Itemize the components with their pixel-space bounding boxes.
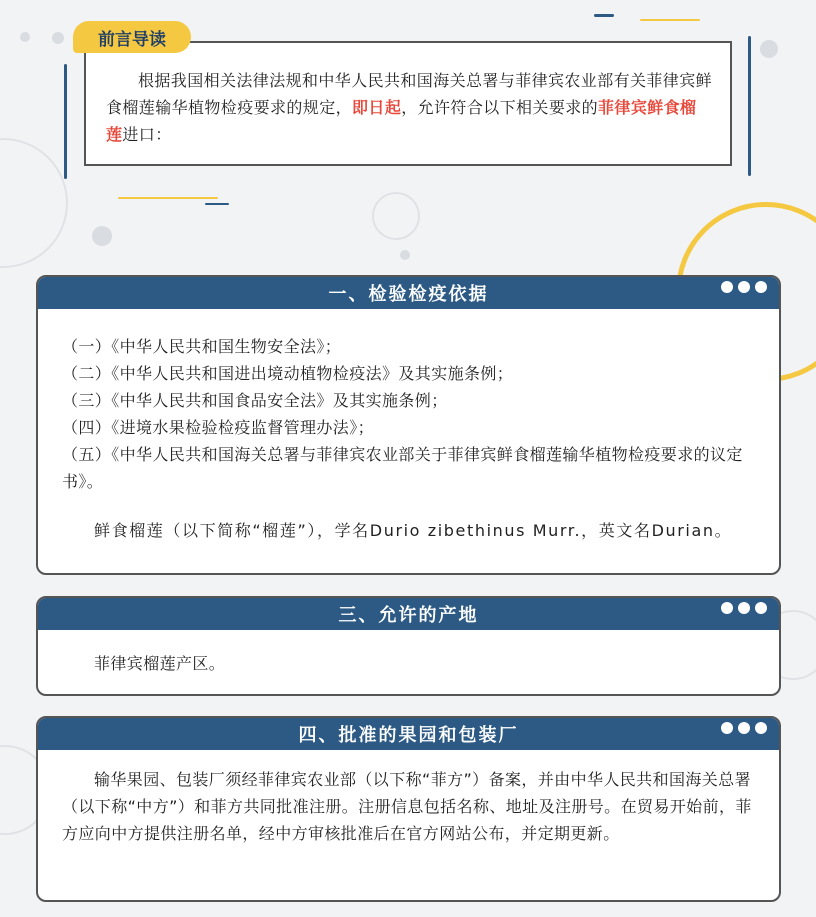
dots-icon [721,281,767,293]
decor-line [205,203,229,205]
section-header [38,718,779,750]
intro-text-part2: ，允许符合以下相关要求的 [401,98,599,117]
list-item: （五）《中华人民共和国海关总署与菲律宾农业部关于菲律宾鲜食榴莲输华植物检疫要求的议定书》。 [62,445,743,491]
intro-highlight-date: 即日起 [352,98,402,117]
intro-text-part3: 进口： [122,125,172,144]
origin-text: 菲律宾榴莲产区。 [94,654,226,673]
decor-line [594,14,614,17]
decor-line [640,19,700,21]
durian-note: 鲜食榴莲（以下简称“榴莲”），学名Durio zibethinus Murr.，英文名Durian。 [94,521,733,540]
section-orchards [36,716,781,902]
section-header [38,277,779,309]
section-title: 四、批准的果园和包装厂 [298,725,519,746]
list-item: （一）《中华人民共和国生物安全法》； [62,337,342,356]
intro-text-part1: 根据我国相关法律法规和中华人民共和国海关总署与菲律宾农业部有关菲律宾鲜食榴莲输华植物检疫要求的规定， [106,71,713,117]
section-title: 一、检验检疫依据 [328,284,489,305]
decor-dot [52,32,64,44]
orchards-text: 输华果园、包装厂须经菲律宾农业部（以下称“菲方”）备案，并由中华人民共和国海关总署（以下称“中方”）和菲方共同批准注册。注册信息包括名称、地址及注册号。在贸易开始前，菲方应向中方提供注册名单，经中方审核批准后在官方网站公布，并定期更新。 [62,770,752,843]
intro-box [84,41,732,166]
decor-line [64,64,67,179]
list-item: （三）《中华人民共和国食品安全法》及其实施条例； [62,391,448,410]
list-item: （四）《进境水果检验检疫监督管理办法》； [62,418,375,437]
intro-text [106,67,712,148]
section-inspection-basis [36,275,781,575]
decor-circle [372,192,420,240]
decor-dot [400,250,410,260]
decor-dot [20,32,30,42]
decor-circle [0,138,68,268]
intro-tag: 前言导读 [73,21,191,53]
intro-highlight-product: 菲律宾鲜食榴莲 [106,98,697,144]
section-header [38,598,779,630]
decor-line [118,197,218,199]
dots-icon [721,602,767,614]
section-title: 三、允许的产地 [338,605,479,626]
dots-icon [721,722,767,734]
decor-dot [760,40,778,58]
decor-line [748,36,751,176]
section-origin [36,596,781,696]
decor-dot [92,226,112,246]
list-item: （二）《中华人民共和国进出境动植物检疫法》及其实施条例； [62,364,514,383]
